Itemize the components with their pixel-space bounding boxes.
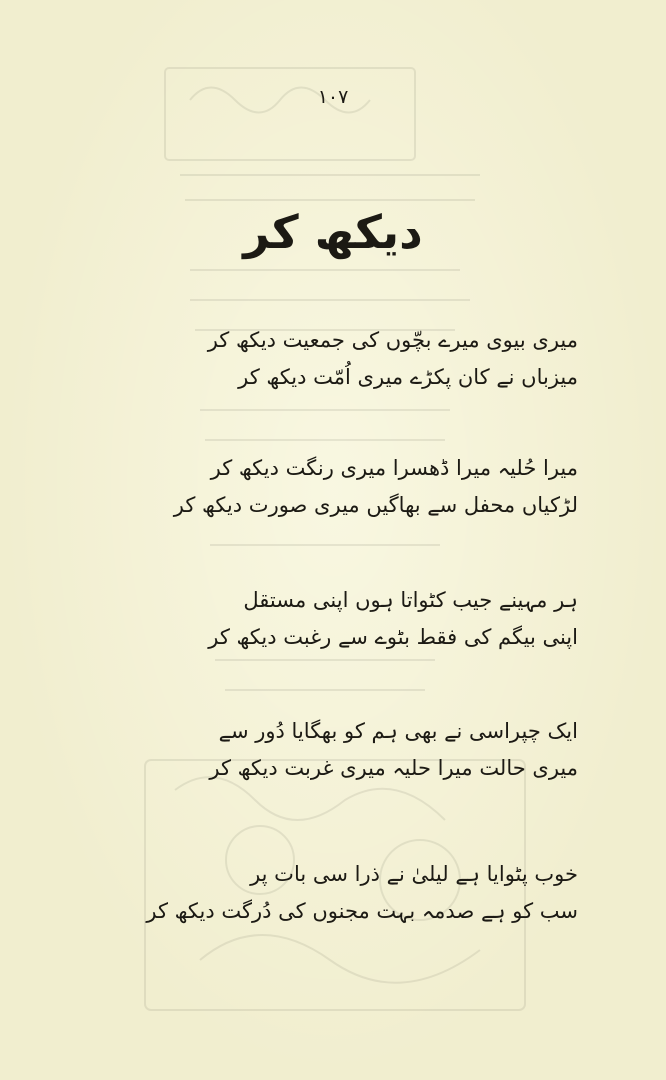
verse-line: میری بیوی میرے بچّوں کی جمعیت دیکھ کر: [207, 328, 578, 352]
page-number: ۱۰۷: [317, 86, 349, 108]
verse-line: میرا حُلیہ میرا ڈھسرا میری رنگت دیکھ کر: [210, 456, 578, 480]
couplet: [138, 713, 578, 787]
couplet: [138, 582, 578, 656]
verse-line: ہر مہینے جیب کٹواتا ہوں اپنی مستقل: [243, 588, 578, 612]
couplet: [138, 856, 578, 930]
couplet: [138, 450, 578, 524]
verse-line: اپنی بیگم کی فقط بٹوے سے رغبت دیکھ کر: [208, 625, 578, 649]
couplet: [138, 322, 578, 396]
verse-line: ایک چپراسی نے بھی ہم کو بھگایا دُور سے: [218, 719, 578, 743]
verse-line: سب کو ہے صدمہ بہت مجنوں کی دُرگت دیکھ کر: [146, 899, 578, 923]
verse-line: میری حالت میرا حلیہ میری غربت دیکھ کر: [209, 756, 578, 780]
verse-line: میزباں نے کان پکڑے میری اُمّت دیکھ کر: [238, 365, 578, 389]
verse-line: خوب پٹوایا ہے لیلیٰ نے ذرا سی بات پر: [250, 862, 578, 886]
poem-title: دیکھ کر: [243, 205, 423, 259]
verse-line: لڑکیاں محفل سے بھاگیں میری صورت دیکھ کر: [173, 493, 578, 517]
